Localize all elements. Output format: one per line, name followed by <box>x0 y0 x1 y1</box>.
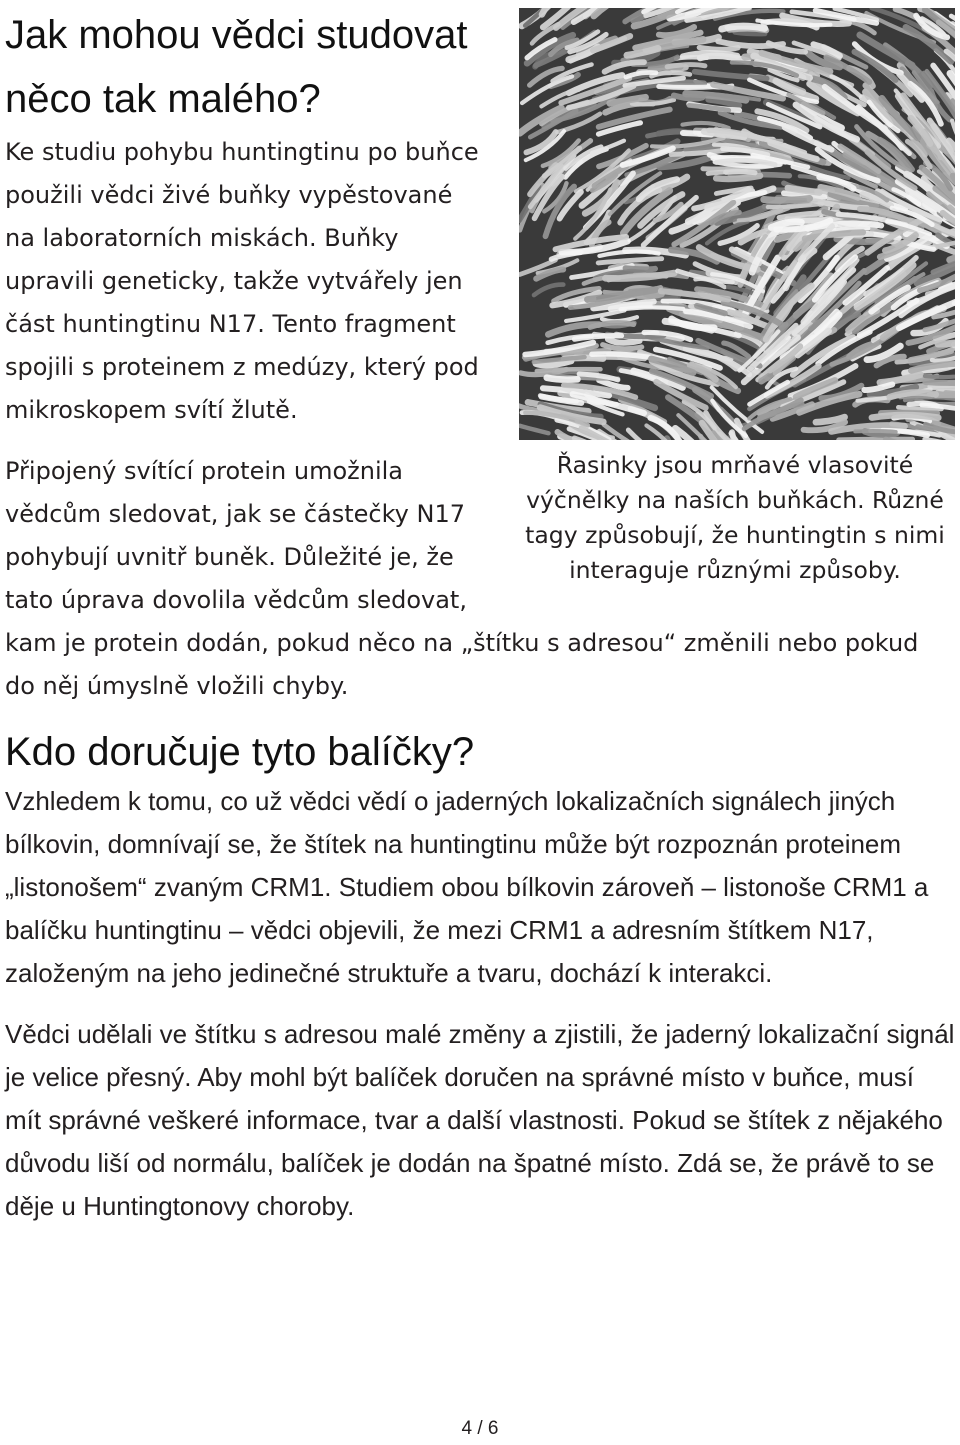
paragraph-crm1: Vzhledem k tomu, co už vědci vědí o jaderných lokalizačních signálech jiných bílkovin, domnívají se, že štítek na huntingtinu může být rozpoznán proteinem „listonošem“ zvaným CRM1. Studiem obou bílkovin zároveň – listonoše CRM1 a balíčku huntingtinu – vědci objevili, že mezi CRM1 a adresním štítkem N17, založeným na jeho jedinečné struktuře a tvaru, dochází k interakci. <box>5 786 929 988</box>
paragraph-glowing-protein: Připojený svítící protein umožnila vědcům sledovat, jak se částečky N17 pohybují uvnitř buněk. Důležité je, že tato úprava dovolila vědcům sledovat, kam je protein dodán, pokud něco na „štítku s adresou“ změnili nebo pokud do něj úmyslně vložili chyby. <box>5 457 919 700</box>
document-page <box>5 0 955 1246</box>
heading-who-delivers: Kdo doručuje tyto balíčky? <box>5 730 475 774</box>
cilia-figure <box>515 8 955 588</box>
page-number: 4 / 6 <box>461 1418 499 1439</box>
cilia-micrograph-image <box>519 8 955 440</box>
paragraph-signal-precision: Vědci udělali ve štítku s adresou malé změny a zjistili, že jaderný lokalizační signál je velice přesný. Aby mohl být balíček doručen na správné místo v buňce, musí mít správné veškeré informace, tvar a další vlastnosti. Pokud se štítek z nějakého důvodu liší od normálu, balíček je dodán na špatné místo. Zdá se, že právě to se děje u Huntingtonovy choroby. <box>5 1019 955 1221</box>
paragraph-study-method: Ke studiu pohybu huntingtinu po buňce použili vědci živé buňky vypěstované na laboratorních miskách. Buňky upravili geneticky, takže vytvářely jen část huntingtinu N17. Tento fragment spojili s proteinem z medúzy, který pod mikroskopem svítí žlutě. <box>5 138 479 424</box>
heading-how-study: Jak mohou vědci studovat něco tak malého? <box>5 13 468 121</box>
figure-caption: Řasinky jsou mrňavé vlasovité výčnělky na naších buňkách. Různé tagy způsobují, že huntingtin s nimi interaguje různými způsoby. <box>525 451 945 584</box>
